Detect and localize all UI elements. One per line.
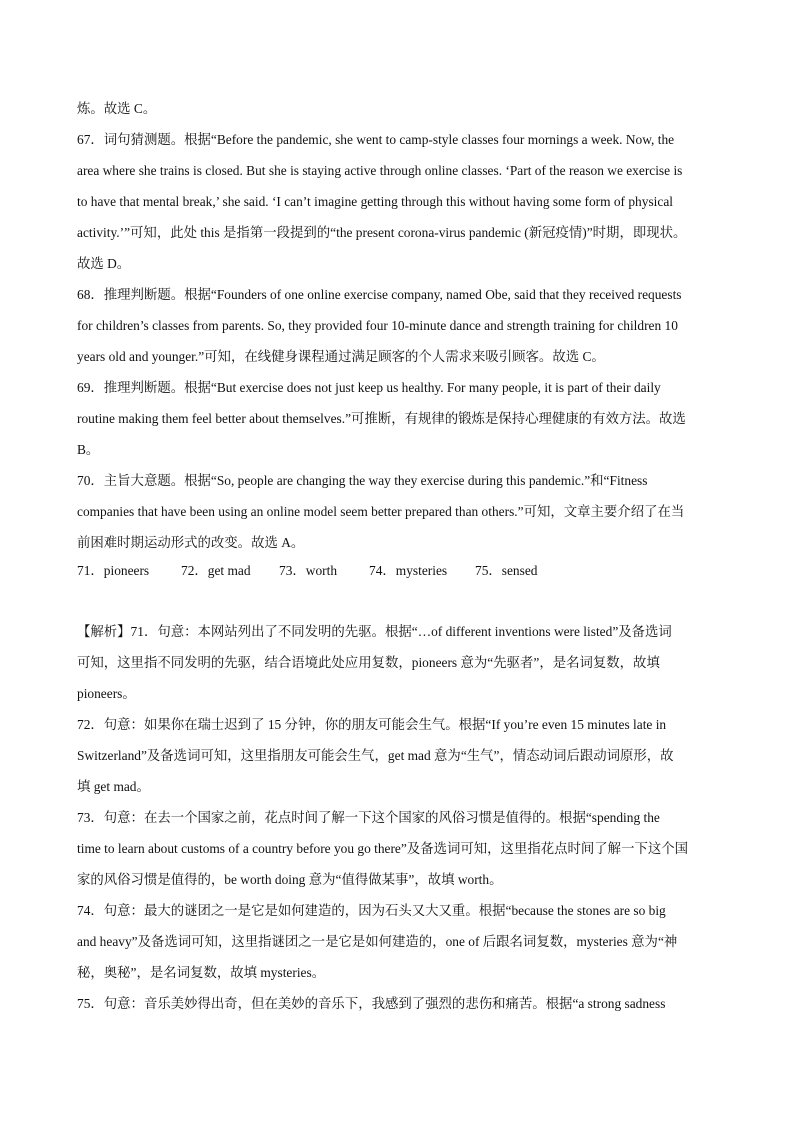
- text-line: 69．推理判断题。根据“But exercise does not just keep us healthy. For many people, it is part of their daily: [77, 380, 661, 395]
- answer-item: 74．mysteries: [369, 563, 448, 578]
- text-line: and heavy”及备选词可知，这里指谜团之一是它是如何建造的，one of 后跟名词复数，mysteries 意为“神: [77, 934, 678, 949]
- text-line: years old and younger.”可知，在线健身课程通过满足顾客的个人需求来吸引顾客。故选 C。: [77, 349, 605, 364]
- text-line: 可知，这里指不同发明的先驱，结合语境此处应用复数，pioneers 意为“先驱者”，是名词复数，故填: [77, 655, 660, 670]
- text-line: routine making them feel better about themselves.”可推断，有规律的锻炼是保持心理健康的有效方法。故选: [77, 411, 686, 426]
- text-line: 炼。故选 C。: [77, 101, 157, 116]
- text-line: pioneers。: [77, 686, 136, 701]
- text-line: activity.’”可知，此处 this 是指第一段提到的“the present corona-virus pandemic (新冠疫情)”时期，即现状。: [77, 225, 687, 240]
- answer-item: 71．pioneers: [77, 563, 150, 578]
- text-line: 前困难时期运动形式的改变。故选 A。: [77, 535, 305, 550]
- text-line: 67．词句猜测题。根据“Before the pandemic, she went to camp-style classes four mornings a week. Now, the: [77, 132, 675, 147]
- text-line: 74．句意：最大的谜团之一是它是如何建造的，因为石头又大又重。根据“because the stones are so big: [77, 903, 666, 918]
- text-line: area where she trains is closed. But she is staying active through online classes. ‘Part of the reason we exercise is: [77, 163, 683, 178]
- text-line: B。: [77, 442, 100, 457]
- text-line: for children’s classes from parents. So, they provided four 10-minute dance and strength training for children 10: [77, 318, 678, 333]
- answer-item: 72．get mad: [181, 563, 251, 578]
- text-line: 75．句意：音乐美妙得出奇，但在美妙的音乐下，我感到了强烈的悲伤和痛苦。根据“a strong sadness: [77, 996, 666, 1011]
- answer-item: 75．sensed: [475, 563, 538, 578]
- answer-item: 73．worth: [279, 563, 338, 578]
- text-line: companies that have been using an online model seem better prepared than others.”可知，文章主要介绍了在当: [77, 504, 685, 519]
- text-line: 72．句意：如果你在瑞士迟到了 15 分钟，你的朋友可能会生气。根据“If you’re even 15 minutes late in: [77, 717, 667, 732]
- text-line: 故选 D。: [77, 256, 131, 271]
- text-line: 73．句意：在去一个国家之前，花点时间了解一下这个国家的风俗习惯是值得的。根据“spending the: [77, 810, 660, 825]
- text-line: 填 get mad。: [77, 779, 150, 794]
- text-line: to have that mental break,’ she said. ‘I can’t imagine getting through this without having some form of physical: [77, 194, 673, 209]
- text-line: 68．推理判断题。根据“Founders of one online exercise company, named Obe, said that they received requests: [77, 287, 682, 302]
- text-line: 【解析】71．句意：本网站列出了不同发明的先驱。根据“…of different inventions were listed”及备选词: [77, 624, 672, 639]
- text-line: Switzerland”及备选词可知，这里指朋友可能会生气，get mad 意为“生气”，情态动词后跟动词原形，故: [77, 748, 674, 763]
- text-line: 秘，奥秘”，是名词复数，故填 mysteries。: [77, 965, 326, 980]
- text-line: 家的风俗习惯是值得的，be worth doing 意为“值得做某事”，故填 worth。: [77, 872, 503, 887]
- text-line: 70．主旨大意题。根据“So, people are changing the way they exercise during this pandemic.”和“Fitness: [77, 473, 648, 488]
- text-line: time to learn about customs of a country before you go there”及备选词可知，这里指花点时间了解一下这个国: [77, 841, 689, 856]
